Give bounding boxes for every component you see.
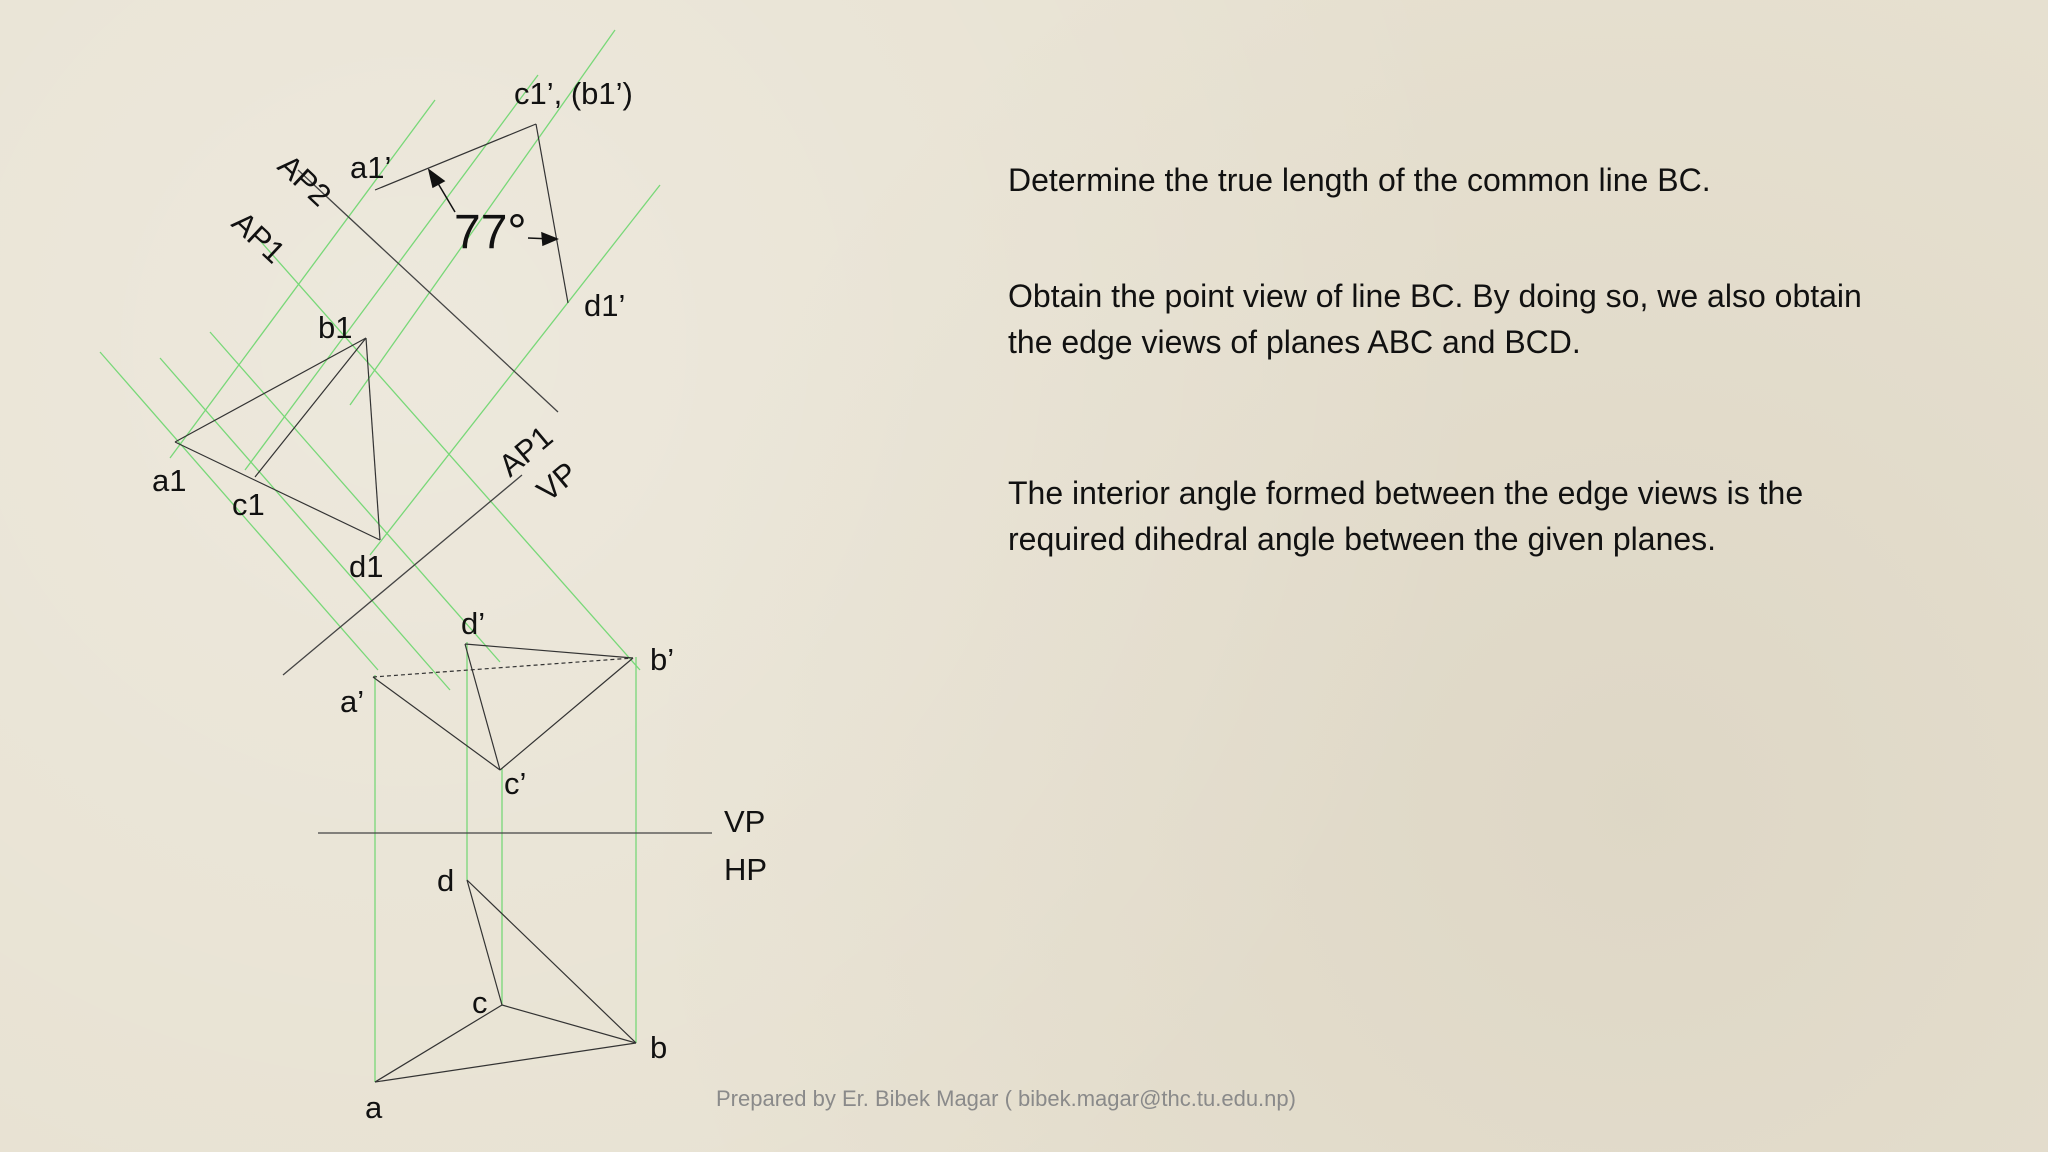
aux1-edge-a-b	[175, 338, 366, 442]
instruction-true-length: Determine the true length of the common line BC.	[1008, 162, 1711, 198]
label-top-d: d	[437, 863, 455, 898]
projector-c-aux1	[160, 358, 450, 690]
label-vp: VP	[724, 804, 766, 839]
aux2-edge-view-abc	[375, 124, 536, 190]
top-view	[375, 880, 636, 1082]
label-aux2-cb: c1’, (b1’)	[514, 76, 633, 111]
aux2-edge-view-bcd	[536, 124, 568, 303]
instruction-point-view: Obtain the point view of line BC. By doing so, we also obtain the edge views of planes ABC and BCD.	[1008, 278, 1862, 360]
dihedral-angle-value: 77°	[454, 206, 527, 259]
ap1-vp-line	[283, 475, 522, 675]
label-top-b: b	[650, 1030, 668, 1065]
label-hp: HP	[724, 852, 768, 887]
label-ap1-vp-top: AP1	[492, 418, 560, 484]
label-aux2-d: d1’	[584, 288, 626, 323]
label-ap2: AP2	[271, 147, 338, 214]
footer-credit: Prepared by Er. Bibek Magar ( bibek.magar@thc.tu.edu.np)	[716, 1086, 1296, 1111]
label-aux1-c: c1	[232, 487, 265, 522]
label-aux1-d: d1	[349, 549, 384, 584]
front-edge-a-b-hidden	[373, 658, 633, 677]
label-front-b: b’	[650, 642, 675, 677]
label-aux2-a: a1’	[350, 150, 392, 185]
front-view	[373, 644, 633, 770]
label-front-d: d’	[461, 606, 486, 641]
instruction-dihedral-angle: The interior angle formed between the edge views is the required dihedral angle between the given planes.	[1008, 475, 1804, 557]
auxiliary-view-1	[175, 338, 380, 540]
label-aux1-a: a1	[152, 463, 187, 498]
top-edge-a-b	[375, 1043, 636, 1082]
front-edge-c-b	[500, 658, 633, 770]
angle-arrow-left-head	[429, 170, 444, 187]
projector-b-aux1	[255, 235, 640, 670]
angle-arrow-left-shaft	[436, 180, 455, 212]
front-edge-d-c	[465, 644, 500, 770]
label-front-a: a’	[340, 684, 365, 719]
label-top-a: a	[365, 1090, 383, 1125]
label-top-c: c	[472, 985, 488, 1020]
label-front-c: c’	[504, 766, 527, 801]
angle-arrow-right-head	[542, 233, 557, 245]
aux1-edge-b-c	[255, 338, 366, 477]
front-edge-a-c	[373, 677, 500, 770]
reference-lines	[283, 170, 712, 833]
label-ap1: AP1	[225, 204, 292, 271]
label-aux1-b: b1	[318, 310, 353, 345]
label-ap1-vp-bottom: VP	[530, 454, 585, 509]
